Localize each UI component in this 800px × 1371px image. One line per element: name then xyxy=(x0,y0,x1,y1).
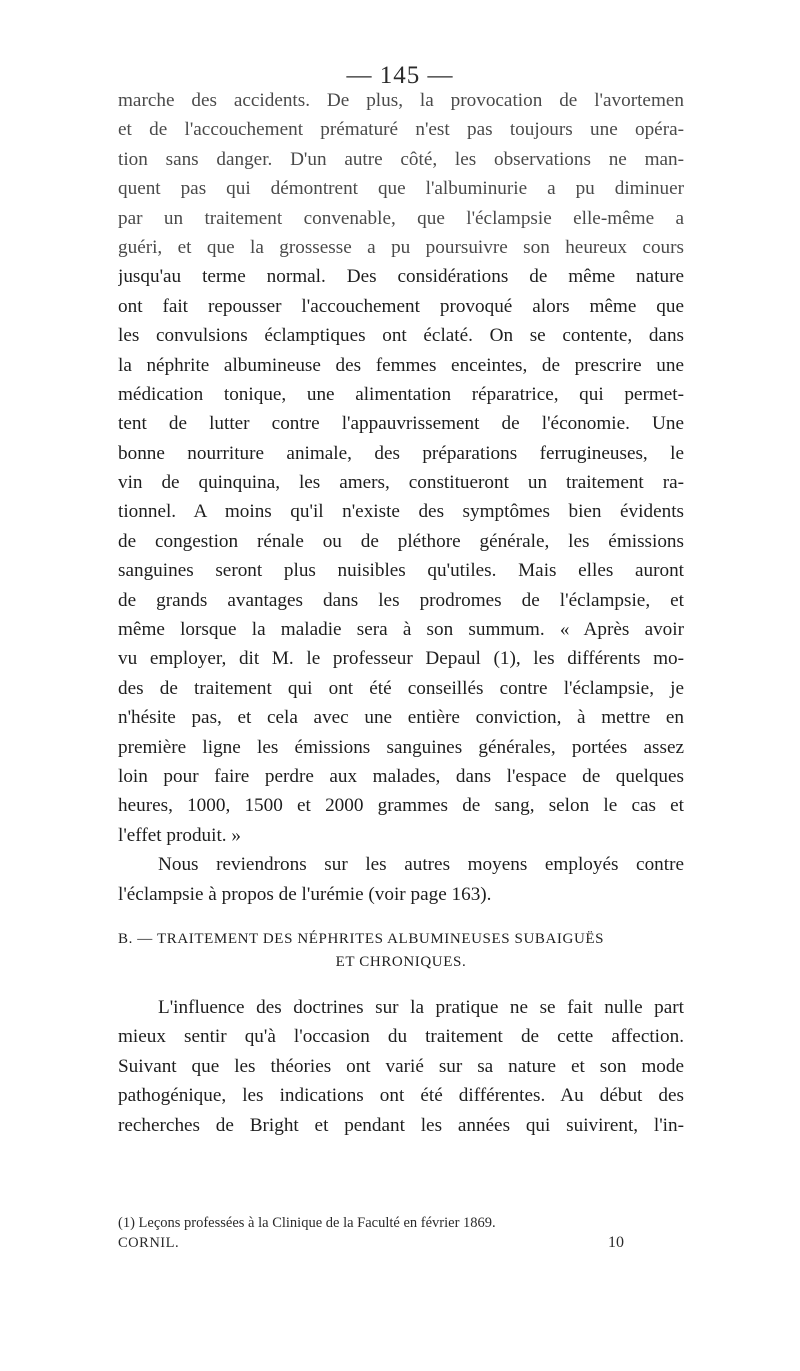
text-line: des de traitement qui ont été conseillés contre l'éclampsie, je xyxy=(118,677,684,699)
text-line: par un traitement convenable, que l'éclampsie elle-même a xyxy=(118,207,684,229)
text-line: loin pour faire perdre aux malades, dans l'espace de quelques xyxy=(118,765,684,787)
footnote: (1) Leçons professées à la Clinique de la Faculté en février 1869. xyxy=(118,1215,496,1231)
text-line: tent de lutter contre l'appauvrissement de l'économie. Une xyxy=(118,413,684,435)
text-line: bonne nourriture animale, des préparations ferrugineuses, le xyxy=(118,442,684,464)
text-line: recherches de Bright et pendant les années qui suivirent, l'in- xyxy=(118,1114,684,1136)
paragraph-chronic-nephritis xyxy=(118,993,684,1140)
text-line: ont fait repousser l'accouchement provoqué alors même que xyxy=(118,295,684,317)
text-line: médication tonique, une alimentation réparatrice, qui permet- xyxy=(118,383,684,405)
text-line: même lorsque la maladie sera à son summum. « Après avoir xyxy=(118,619,684,641)
text-line: guéri, et que la grossesse a pu poursuivre son heureux cours xyxy=(118,236,684,258)
text-line: de grands avantages dans les prodromes de l'éclampsie, et xyxy=(118,589,684,611)
text-line: heures, 1000, 1500 et 2000 grammes de sang, selon le cas et xyxy=(118,795,684,817)
text-line: pathogénique, les indications ont été différentes. Au début des xyxy=(118,1085,684,1107)
section-heading-line: B. — TRAITEMENT DES NÉPHRITES ALBUMINEUSES SUBAIGUËS xyxy=(118,931,605,947)
text-line: jusqu'au terme normal. Des considérations de même nature xyxy=(118,266,684,288)
text-line: quent pas qui démontrent que l'albuminurie a pu diminuer xyxy=(118,178,684,200)
text-line: la néphrite albumineuse des femmes enceintes, de prescrire une xyxy=(118,354,684,376)
text-line: Nous reviendrons sur les autres moyens employés contre xyxy=(158,854,684,876)
signature-author: CORNIL. xyxy=(118,1235,180,1251)
text-line: mieux sentir qu'à l'occasion du traitement de cette affection. xyxy=(118,1026,684,1048)
text-line: vu employer, dit M. le professeur Depaul (1), les différents mo- xyxy=(118,648,684,670)
text-line: tion sans danger. D'un autre côté, les observations ne man- xyxy=(118,148,684,170)
text-line: marche des accidents. De plus, la provocation de l'avortemen xyxy=(118,90,684,111)
text-line: et de l'accouchement prématuré n'est pas toujours une opéra- xyxy=(118,119,684,141)
text-line: l'effet produit. » xyxy=(118,824,241,846)
section-heading xyxy=(118,928,684,974)
text-line: vin de quinquina, les amers, constitueront un traitement ra- xyxy=(118,472,684,494)
text-line: les convulsions éclamptiques ont éclaté. On se contente, dans xyxy=(118,325,684,347)
text-line: première ligne les émissions sanguines générales, portées assez xyxy=(118,736,684,758)
section-heading-line: ET CHRONIQUES. xyxy=(335,954,467,970)
text-line: de congestion rénale ou de pléthore générale, les émissions xyxy=(118,530,684,552)
text-line: Suivant que les théories ont varié sur sa nature et son mode xyxy=(118,1055,684,1077)
text-line: n'hésite pas, et cela avec une entière conviction, à mettre en xyxy=(118,707,684,729)
text-line: L'influence des doctrines sur la pratique ne se fait nulle part xyxy=(158,997,684,1018)
text-line: l'éclampsie à propos de l'urémie (voir page 163). xyxy=(118,883,492,905)
text-line: tionnel. A moins qu'il n'existe des symptômes bien évidents xyxy=(118,501,684,523)
paragraph-treatment-pregnancy xyxy=(118,86,684,909)
signature-sheet-number: 10 xyxy=(608,1234,624,1251)
text-line: sanguines seront plus nuisibles qu'utiles. Mais elles auront xyxy=(118,560,684,582)
page-number: — 145 — xyxy=(346,62,454,89)
